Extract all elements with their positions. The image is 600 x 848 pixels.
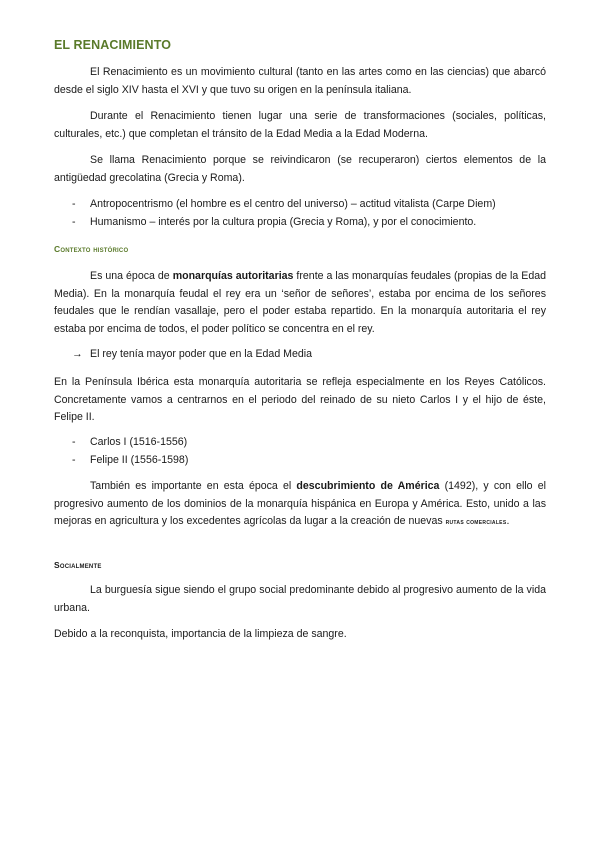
intro-paragraph-1: El Renacimiento es un movimiento cultural (tanto en las artes como en las ciencias) que abarcó desde el siglo XIV hasta el XVI y que tuvo su origen en la península italiana. bbox=[54, 66, 546, 96]
bullet-dash: - bbox=[72, 436, 76, 448]
document-title: EL RENACIMIENTO bbox=[54, 38, 172, 52]
section-heading-contexto: Contexto histórico bbox=[54, 244, 129, 254]
bullet-dash: - bbox=[72, 215, 76, 228]
intro-paragraph-2: Durante el Renacimiento tienen lugar una serie de transformaciones (sociales, políticas, culturales, etc.) que completan el tránsito de la Edad Media a la Edad Moderna. bbox=[54, 110, 546, 140]
contexto-paragraph-2: En la Península Ibérica esta monarquía autoritaria se refleja especialmente en los Reyes Católicos. Concretamente vamos a centrarnos en el periodo del reinado de su nieto Carlos I y el hijo de éste, Felipe II. bbox=[54, 376, 546, 423]
bullet-dash: - bbox=[72, 453, 76, 466]
arrow-right-icon: → bbox=[72, 348, 83, 360]
kings-bullet-list bbox=[54, 434, 546, 469]
section-heading-socialmente: Socialmente bbox=[54, 560, 102, 570]
contexto-paragraph-3: También es importante en esta época el descubrimiento de América (1492), y con ello el progresivo aumento de los dominios de la monarquía hispánica en Europa y América. Esto, unido a las mejoras en agricultura y los excedentes agrícolas da lugar a la creación de nuevas rutas comerciales. bbox=[54, 480, 546, 527]
social-paragraph-2: Debido a la reconquista, importancia de la limpieza de sangre. bbox=[54, 628, 347, 640]
contexto-paragraph-1: Es una época de monarquías autoritarias frente a las monarquías feudales (propias de la Edad Media). En la monarquía feudal el rey era un ‘señor de señores’, estaba por encima de los señores feudales que le rendían vasallaje, pero el poder estaba repartido. En la monarquía autoritaria el rey estaba por encima de todos, el poder político se concentra en el rey. bbox=[54, 270, 546, 335]
list-item: - Humanismo – interés por la cultura propia (Grecia y Roma), y por el conocimiento. bbox=[54, 214, 546, 232]
list-item: - Felipe II (1556-1598) bbox=[54, 452, 546, 470]
arrow-note: → El rey tenía mayor poder que en la Edad Media bbox=[72, 346, 312, 364]
bullet-dash: - bbox=[72, 198, 76, 210]
bold-term: descubrimiento de América bbox=[296, 480, 440, 492]
list-item: - Carlos I (1516-1556) bbox=[54, 434, 546, 452]
list-item: - Antropocentrismo (el hombre es el centro del universo) – actitud vitalista (Carpe Diem) bbox=[54, 196, 546, 214]
small-caps-term: rutas comerciales bbox=[445, 519, 507, 526]
intro-bullet-list bbox=[54, 196, 546, 231]
bold-term: monarquías autoritarias bbox=[172, 270, 294, 282]
social-paragraph-1: La burguesía sigue siendo el grupo social predominante debido al progresivo aumento de la vida urbana. bbox=[54, 584, 546, 614]
intro-paragraph-3: Se llama Renacimiento porque se reivindicaron (se recuperaron) ciertos elementos de la antigüedad grecolatina (Grecia y Roma). bbox=[54, 154, 546, 184]
